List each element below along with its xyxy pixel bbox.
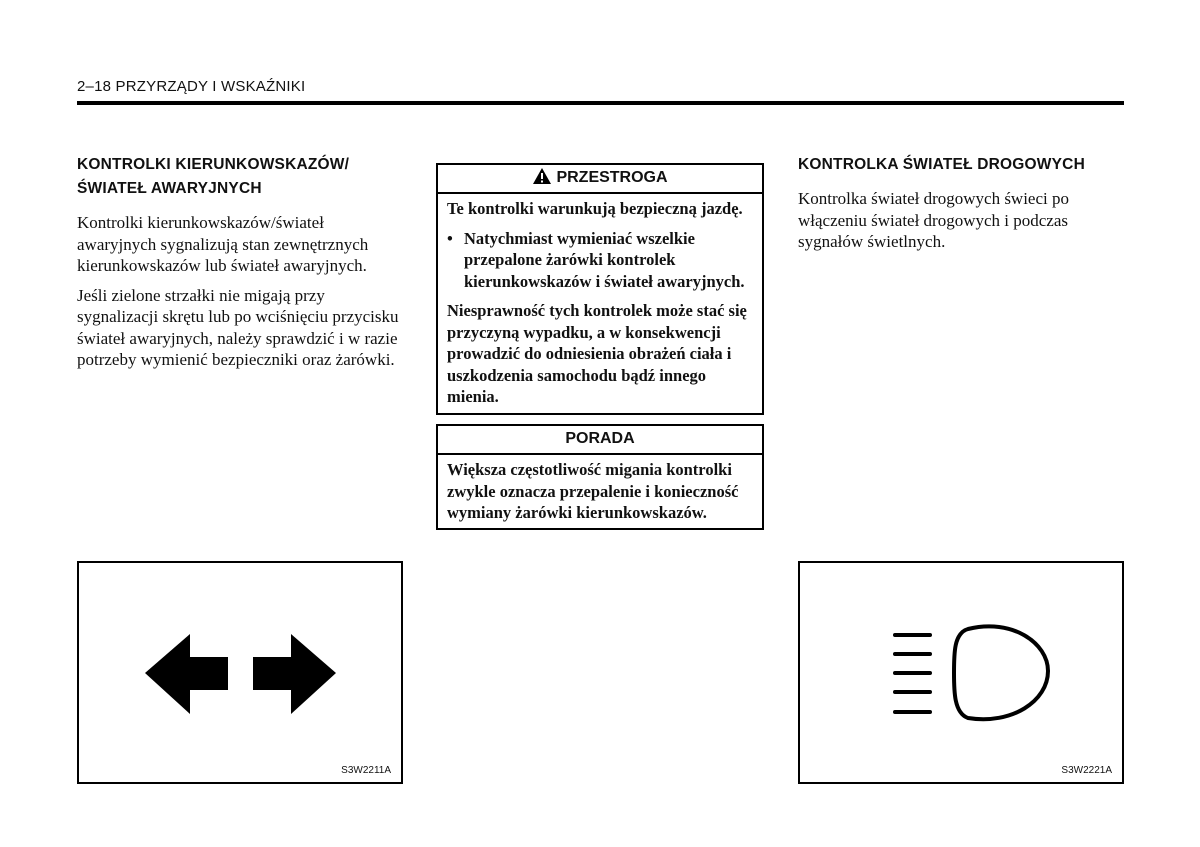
figure-code: S3W2221A (1061, 765, 1112, 776)
caution-box-body (438, 194, 762, 408)
high-beam-icon (800, 563, 1122, 782)
high-beam-paragraph: Kontrolka świateł drogowych świeci po włączeniu świateł drogowych i podczas sygnałów świetlnych. (798, 189, 1069, 251)
turn-signal-paragraph-1: Kontrolki kierunkowskazów/świateł awaryjnych sygnalizują stan zewnętrznych kierunkowskazów lub świateł awaryjnych. (77, 213, 369, 275)
turn-signal-paragraph-2: Jeśli zielone strzałki nie migają przy sygnalizacji skrętu lub po wciśnięciu przycisku świateł awaryjnych, należy sprawdzić i w razie potrzeby wymienić bezpieczniki oraz żarówki. (77, 285, 399, 369)
caution-title: PRZESTROGA (556, 169, 668, 186)
caution-box-header (438, 165, 762, 194)
tip-box-body (438, 455, 762, 524)
tip-text: Większa częstotliwość migania kontrolki zwykle oznacza przepalenie i konieczność wymiany żarówki kierunkowskazów. (447, 460, 739, 522)
high-beam-text (798, 188, 1098, 261)
page-header: 2–18 PRZYRZĄDY I WSKAŹNIKI (77, 78, 306, 95)
turn-signal-heading (77, 153, 407, 201)
turn-signal-figure (77, 561, 403, 784)
caution-warning: Niesprawność tych kontrolek może stać się przyczyną wypadku, a w konsekwencji prowadzić do odniesienia obrażeń ciała i uszkodzenia samochodu bądź innego mienia. (447, 301, 747, 406)
bullet-dot-icon: • (447, 228, 453, 248)
turn-signal-heading-line2: ŚWIATEŁ AWARYJNYCH (77, 180, 262, 197)
tip-title: PORADA (565, 430, 635, 447)
turn-signal-text (77, 212, 407, 379)
figure-code: S3W2211A (341, 765, 391, 776)
high-beam-heading: KONTROLKA ŚWIATEŁ DROGOWYCH (798, 156, 1085, 173)
caution-bullet-item (447, 228, 754, 293)
caution-intro: Te kontrolki warunkują bezpieczną jazdę. (447, 199, 743, 218)
caution-bullet-text: Natychmiast wymieniać wszelkie przepalone żarówki kontrolek kierunkowskazów i świateł awaryjnych. (464, 228, 745, 291)
tip-box (436, 424, 764, 530)
turn-signal-heading-line1: KONTROLKI KIERUNKOWSKAZÓW/ (77, 156, 350, 173)
warning-triangle-icon (532, 167, 552, 185)
tip-box-header (438, 426, 762, 455)
caution-box (436, 163, 764, 415)
header-rule (77, 101, 1124, 105)
high-beam-figure (798, 561, 1124, 784)
turn-signal-arrows-icon (79, 563, 401, 782)
